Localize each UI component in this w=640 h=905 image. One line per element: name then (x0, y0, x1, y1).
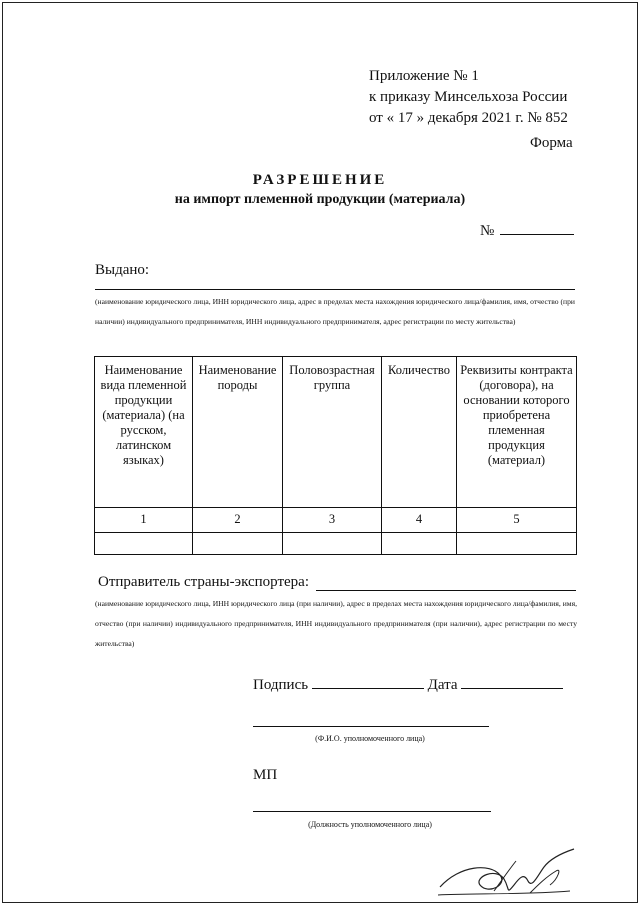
issued-note: (наименование юридического лица, ИНН юридического лица, адрес в пределах места нахождения юридического лица/фамилия, имя, отчество (при наличии) индивидуального предпринимателя, ИНН индивидуального предпринимателя, адрес регистрации по месту жительства) (95, 297, 575, 326)
header-breed: Наименование породы (193, 357, 283, 508)
issued-field-line (95, 289, 575, 290)
document-subtitle: на импорт племенной продукции (материала) (174, 192, 466, 207)
header-quantity: Количество (382, 357, 457, 508)
appendix-line-3: от « 17 » декабря 2021 г. № 852 (369, 110, 568, 126)
table-cell (283, 533, 382, 555)
table-cell (193, 533, 283, 555)
column-number: 3 (283, 508, 382, 533)
products-table (94, 356, 577, 555)
number-label: № (480, 223, 495, 239)
column-number: 1 (95, 508, 193, 533)
appendix-line-1: Приложение № 1 (369, 68, 479, 84)
handwritten-signature (430, 845, 580, 900)
signature-field-line (312, 676, 424, 689)
permit-number (480, 222, 574, 240)
table-number-row (95, 508, 577, 533)
document-title: РАЗРЕШЕНИЕ (252, 172, 388, 188)
header-product-type: Наименование вида племенной продукции (материала) (на русском, латинском языках) (95, 357, 193, 508)
official-position-line (253, 811, 491, 812)
appendix-line-2: к приказу Минсельхоза России (369, 89, 568, 105)
column-number: 5 (457, 508, 577, 533)
official-position-caption: (Должность уполномоченного лица) (308, 820, 432, 829)
sender-note: (наименование юридического лица, ИНН юридического лица (при наличии), адрес в пределах места нахождения юридического лица/фамилия, имя, отчество (при наличии) индивидуального предпринимателя, ИНН индивидуального предпринимателя (при наличии), адрес регистрации по месту жительства) (95, 599, 577, 648)
stamp-label: МП (253, 767, 278, 783)
table-empty-row (95, 533, 577, 555)
official-name-caption: (Ф.И.О. уполномоченного лица) (315, 734, 425, 743)
form-label: Форма (530, 135, 573, 151)
table-cell (457, 533, 577, 555)
header-sex-age-group: Половозрастная группа (283, 357, 382, 508)
sender-field-line (316, 590, 576, 591)
appendix-header (369, 66, 568, 129)
number-field-line (500, 222, 574, 235)
column-number: 4 (382, 508, 457, 533)
signature-label: Подпись (253, 677, 309, 693)
official-name-line (253, 726, 489, 727)
column-number: 2 (193, 508, 283, 533)
date-field-line (461, 676, 563, 689)
header-contract-details: Реквизиты контракта (договора), на основании которого приобретена племенная продукция (материал) (457, 357, 577, 508)
sender-label: Отправитель страны-экспортера: (98, 574, 310, 590)
table-cell (95, 533, 193, 555)
table-header-row (95, 357, 577, 508)
table-cell (382, 533, 457, 555)
issued-label: Выдано: (95, 262, 150, 278)
date-label: Дата (427, 677, 458, 693)
signature-row (253, 676, 563, 694)
